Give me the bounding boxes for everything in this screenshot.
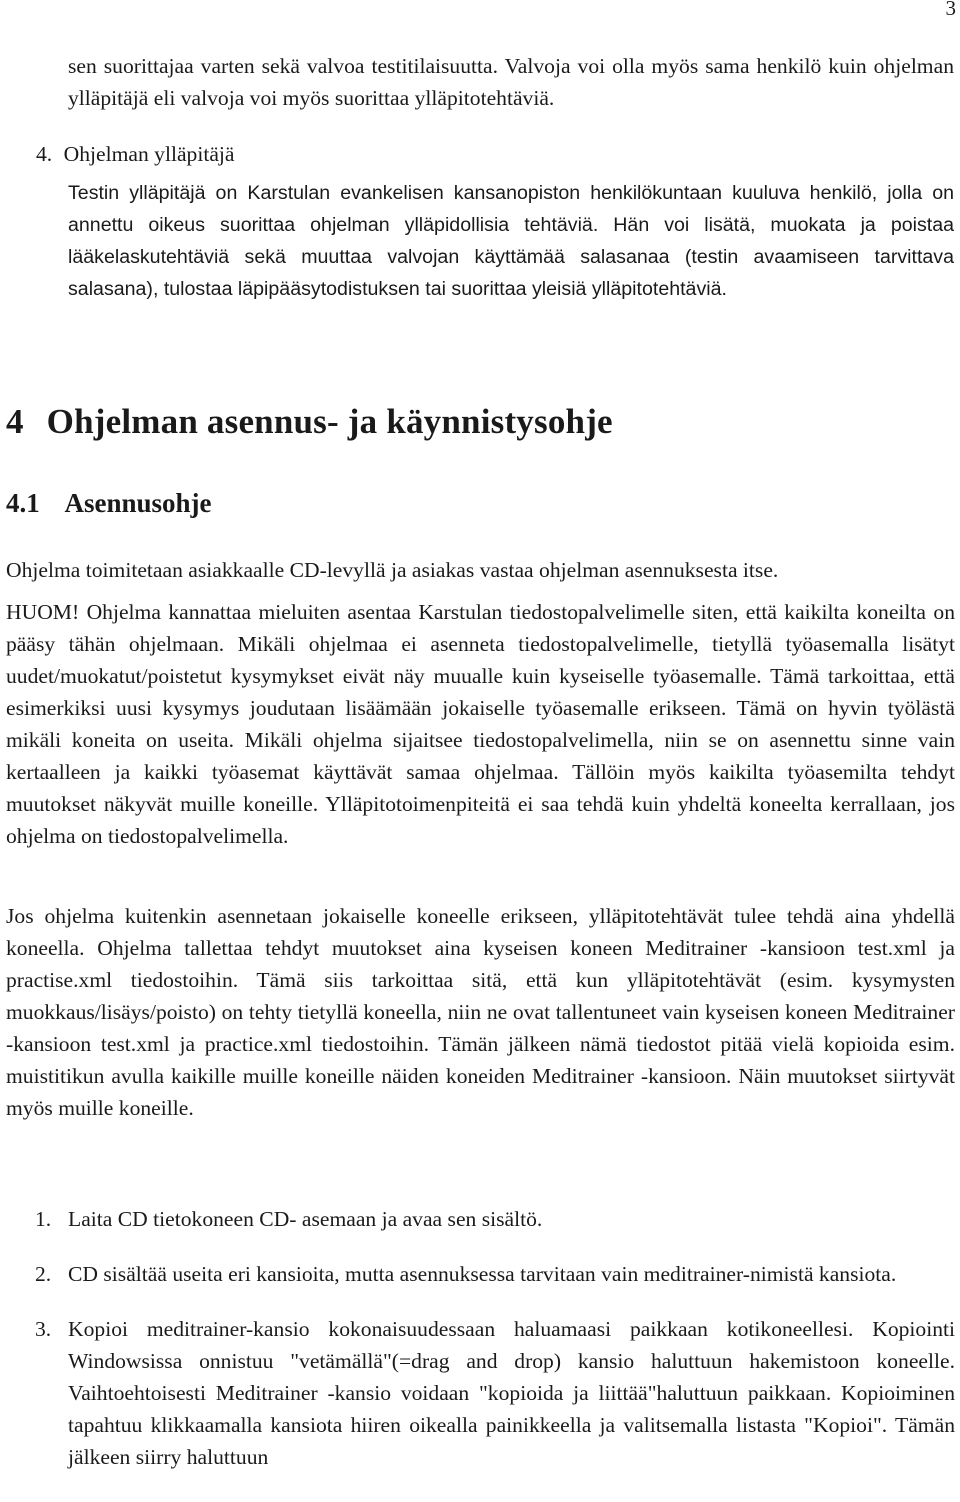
list-item-4-number: 4.: [36, 142, 53, 166]
step-text: CD sisältää useita eri kansioita, mutta asennuksessa tarvitaan vain meditrainer-nimistä kansiota.: [68, 1262, 897, 1286]
paragraph-huom: HUOM! Ohjelma kannattaa mieluiten asentaa Karstulan tiedostopalvelimelle siten, että kaikilta koneilta on pääsy tähän ohjelmaan. Mikäli ohjelmaa ei asenneta tiedostopalvelimelle, tietyllä työasemalla lisätyt uudet/muokatut/poistetut kysymykset eivät näy muualle kuin kyseiselle työasemalle. Tämä tarkoittaa, että esimerkiksi uusi kysymys joudutaan lisäämään jokaiselle työasemalle erikseen. Tämä on hyvin työlästä mikäli koneita on useita. Mikäli ohjelma sijaitsee tiedostopalvelimella, niin se on asennettu sinne vain kertaalleen ja kaikki työasemat käyttävät samaa ohjelmaa. Tällöin myös kaikilta työasemilta tehdyt muutokset näkyvät muille koneille. Ylläpitotoimenpiteitä ei saa tehdä kuin yhdeltä koneelta kerrallaan, jos ohjelma on tiedostopalvelimella.: [6, 600, 955, 848]
list-item: [6, 1258, 955, 1290]
subsection-heading: [6, 488, 212, 519]
list-item: [6, 1203, 955, 1235]
list-item-4-heading: [36, 138, 936, 170]
paragraph-cd-delivery: Ohjelma toimitetaan asiakkaalle CD-levyllä ja asiakas vastaa ohjelman asennuksesta itse.: [6, 558, 779, 582]
list-item: [6, 1313, 955, 1473]
list-item-4-title: Ohjelman ylläpitäjä: [63, 142, 235, 166]
step-number: 2.: [35, 1262, 52, 1286]
list-item-4-body: Testin ylläpitäjä on Karstulan evankelisen kansanopiston henkilökuntaan kuuluva henkilö, jolla on annettu oikeus suorittaa ohjelman ylläpidollisia tehtäviä. Hän voi lisätä, muokata ja poistaa lääkelaskutehtäviä sekä muuttaa valvojan käyttämää salasanaa (testin avaamiseen tarvittava salasana), tulostaa läpipääsytodistuksen tai suorittaa yleisiä ylläpitotehtäviä.: [68, 182, 954, 300]
step-number: 3.: [35, 1317, 52, 1341]
step-text: Laita CD tietokoneen CD- asemaan ja avaa sen sisältö.: [68, 1207, 543, 1231]
install-steps-list: [6, 1203, 955, 1473]
subsection-number: 4.1: [6, 488, 40, 518]
page-number: 3: [945, 0, 956, 20]
paragraph-separate-install: Jos ohjelma kuitenkin asennetaan jokaiselle koneelle erikseen, ylläpitotehtävät tulee tehdä aina yhdellä koneella. Ohjelma tallettaa tehdyt muutokset aina kyseisen koneen Meditrainer -kansioon test.xml ja practise.xml tiedostoihin. Tämä siis tarkoittaa sitä, että kun ylläpitotehtävät (esim. kysymysten muokkaus/lisäys/poisto) on tehty tietyllä koneella, niin ne ovat tallentuneet vain kyseisen koneen Meditrainer -kansioon test.xml ja practice.xml tiedostoihin. Tämän jälkeen nämä tiedostot pitää vielä kopioida esim. muistitikun avulla kaikille muille koneille näiden koneiden Meditrainer -kansioon. Näin muutokset siirtyvät myös muille koneille.: [6, 904, 955, 1120]
section-number: 4: [6, 402, 24, 441]
subsection-title: Asennusohje: [64, 488, 212, 518]
step-text: Kopioi meditrainer-kansio kokonaisuudessaan haluamaasi paikkaan kotikoneellesi. Kopiointi Windowsissa onnistuu "vetämällä"(=drag and drop) kansio haluttuun hakemistoon koneelle. Vaihtoehtoisesti Meditrainer -kansio voidaan "kopioida ja liittää"haluttuun paikkaan. Kopioiminen tapahtuu klikkaamalla kansiota hiiren oikealla painikkeella ja valitsemalla listasta "Kopioi". Tämän jälkeen siirry haluttuun: [68, 1317, 955, 1469]
section-heading: [6, 402, 613, 442]
continuation-paragraph: sen suorittajaa varten sekä valvoa testitilaisuutta. Valvoja voi olla myös sama henkilö kuin ohjelman ylläpitäjä eli valvoja voi myös suorittaa ylläpitotehtäviä.: [68, 54, 954, 110]
section-title: Ohjelman asennus- ja käynnistysohje: [46, 402, 613, 441]
step-number: 1.: [35, 1207, 52, 1231]
